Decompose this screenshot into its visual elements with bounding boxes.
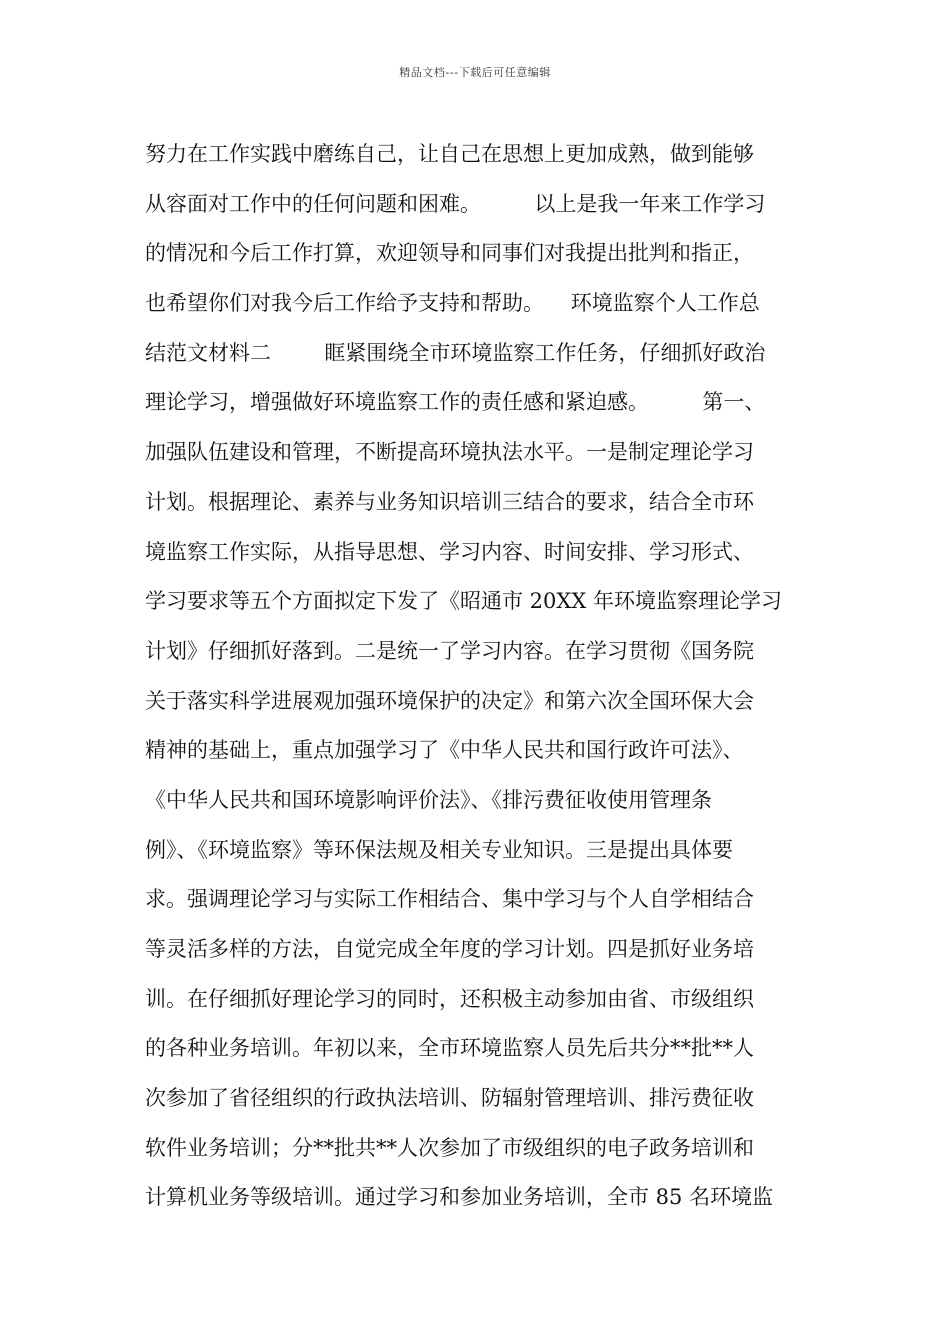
text-line: 计算机业务等级培训。通过学习和参加业务培训，全市 85 名环境监 bbox=[145, 1185, 774, 1210]
text-line: 也希望你们对我今后工作给予支持和帮助。 环境监察个人工作总 bbox=[145, 291, 760, 316]
text-line: 计划。根据理论、素养与业务知识培训三结合的要求，结合全市环 bbox=[145, 489, 754, 514]
text-line: 等灵活多样的方法，自觉完成全年度的学习计划。四是抓好业务培 bbox=[145, 937, 754, 961]
text-line: 境监察工作实际，从指导思想、学习内容、时间安排、学习形式、 bbox=[145, 539, 754, 564]
text-line: 关于落实科学进展观加强环境保护的决定》和第六次全国环保大会 bbox=[145, 688, 754, 713]
text-line: 精神的基础上，重点加强学习了《中华人民共和国行政许可法》、 bbox=[145, 738, 744, 763]
text-line: 《中华人民共和国环境影响评价法》、《排污费征收使用管理条 bbox=[145, 787, 712, 812]
text-line: 软件业务培训；分**批共**人次参加了市级组织的电子政务培训和 bbox=[145, 1135, 754, 1160]
text-line: 加强队伍建设和管理，不断提高环境执法水平。一是制定理论学习 bbox=[145, 440, 754, 465]
document-body bbox=[145, 130, 815, 1223]
text-line: 的各种业务培训。年初以来，全市环境监察人员先后共分**批**人 bbox=[145, 1036, 754, 1061]
page-header: 精品文档---下载后可任意编辑 bbox=[399, 66, 551, 79]
text-line: 计划》仔细抓好落到。二是统一了学习内容。在学习贯彻《国务院 bbox=[145, 638, 754, 663]
text-line: 理论学习，增强做好环境监察工作的责任感和紧迫感。 第一、 bbox=[145, 390, 766, 415]
text-line: 的情况和今后工作打算，欢迎领导和同事们对我提出批判和指正， bbox=[145, 241, 754, 266]
text-line: 从容面对工作中的任何问题和困难。 以上是我一年来工作学习 bbox=[145, 191, 766, 216]
text-line: 例》、《环境监察》等环保法规及相关专业知识。三是提出具体要 bbox=[145, 837, 733, 862]
text-line: 训。在仔细抓好理论学习的同时，还积极主动参加由省、市级组织 bbox=[145, 986, 754, 1011]
text-line: 求。强调理论学习与实际工作相结合、集中学习与个人自学相结合 bbox=[145, 887, 754, 912]
text-line: 次参加了省径组织的行政执法培训、防辐射管理培训、排污费征收 bbox=[145, 1086, 754, 1111]
text-line: 学习要求等五个方面拟定下发了《昭通市 20XX 年环境监察理论学习 bbox=[145, 589, 782, 614]
text-line: 努力在工作实践中磨练自己，让自己在思想上更加成熟，做到能够 bbox=[145, 142, 754, 166]
text-line: 结范文材料二 眶紧围绕全市环境监察工作任务，仔细抓好政治 bbox=[145, 340, 766, 365]
